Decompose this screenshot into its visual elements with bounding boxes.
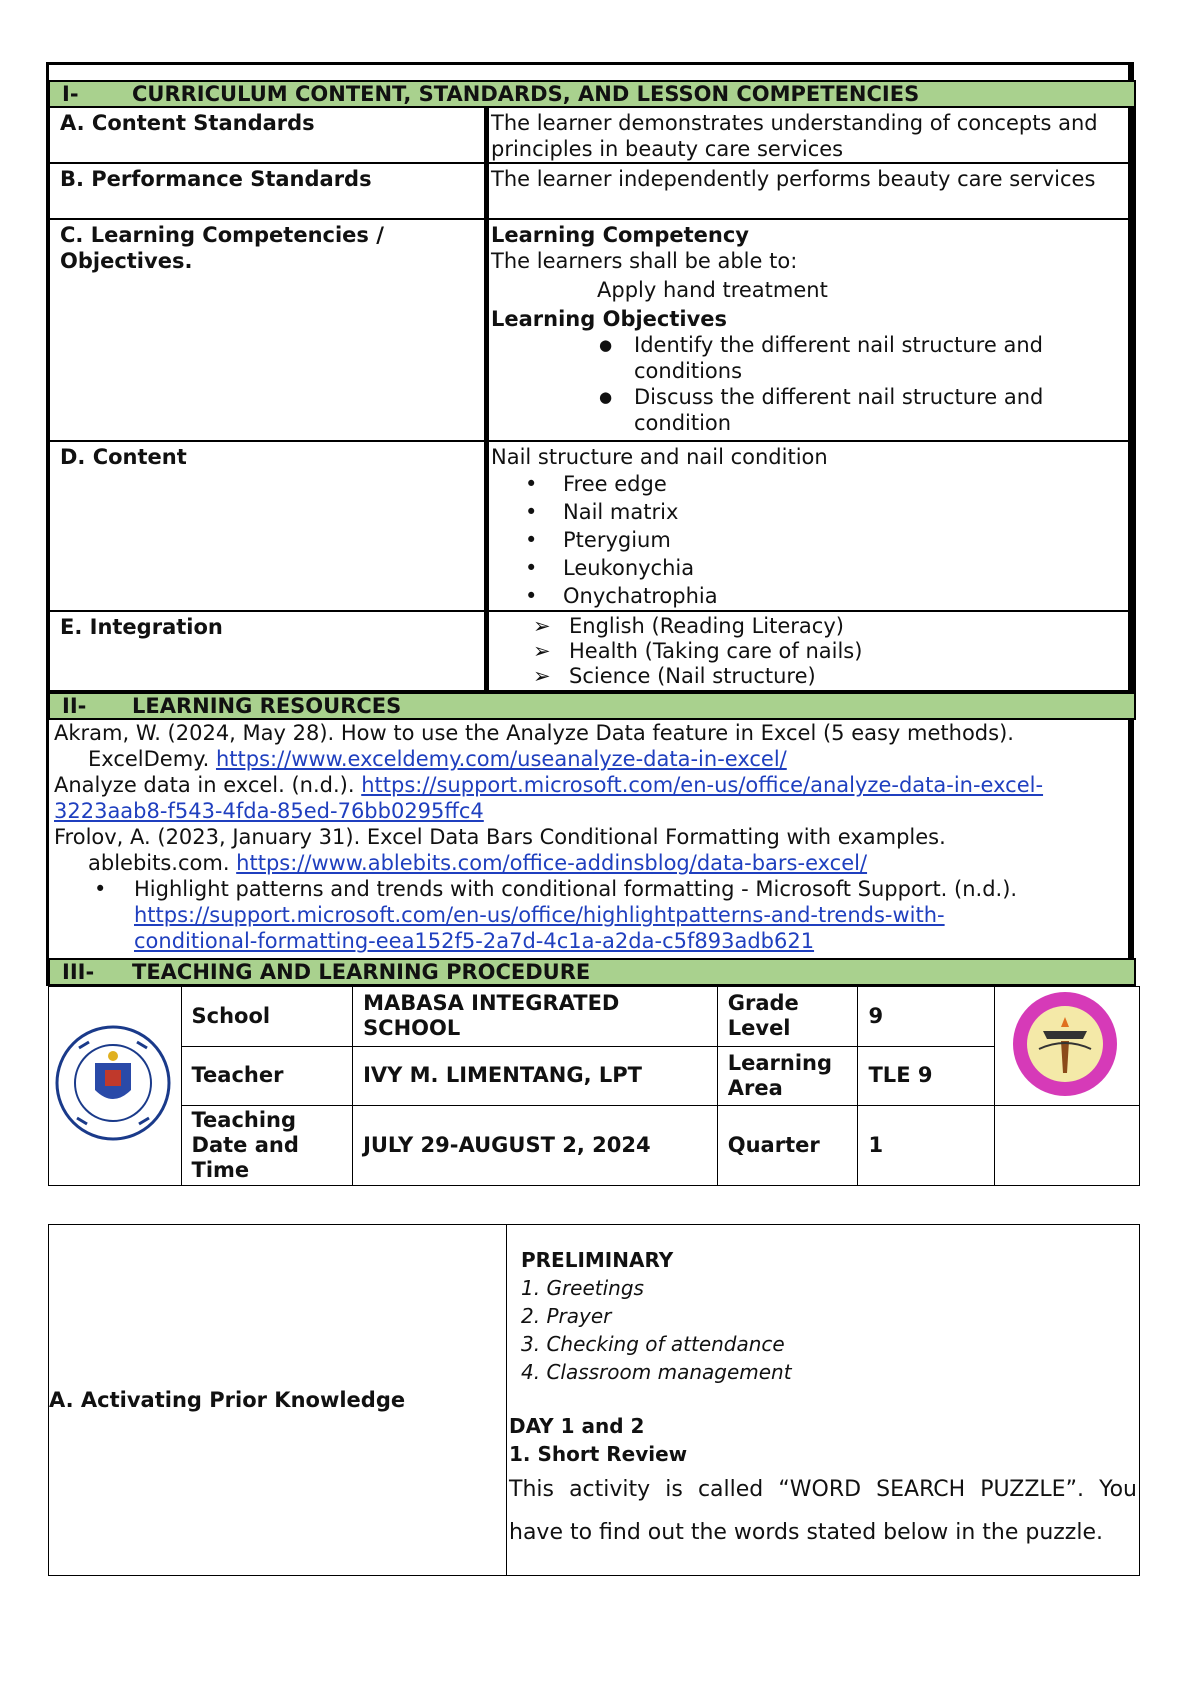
quarter-label: Quarter bbox=[717, 1106, 858, 1186]
table-row bbox=[49, 1046, 1140, 1106]
learning-competencies-label: C. Learning Competencies / Objectives. bbox=[49, 219, 487, 441]
list-item: ➢ Science (Nail structure) bbox=[491, 664, 1128, 689]
table-row bbox=[49, 441, 1135, 611]
objectives-heading: Learning Objectives bbox=[491, 307, 728, 331]
table-row bbox=[49, 1225, 1140, 1576]
table-row bbox=[49, 1106, 1140, 1186]
content-list bbox=[491, 470, 1128, 610]
list-item: 2. Prayer bbox=[521, 1304, 612, 1328]
deped-seal-icon bbox=[49, 1008, 177, 1158]
teaching-date-value: JULY 29-AUGUST 2, 2024 bbox=[353, 1106, 718, 1186]
empty-cell bbox=[995, 1106, 1140, 1186]
resource-entry-cont bbox=[54, 902, 1134, 928]
section-number: I- bbox=[62, 82, 79, 106]
resource-entry bbox=[54, 876, 1134, 902]
performance-standards-label: B. Performance Standards bbox=[49, 163, 487, 219]
resource-link[interactable]: conditional-formatting-eea152f5-2a7d-4c1a-a2da-c5f893adb621 bbox=[134, 929, 815, 953]
activity-description: This activity is called “WORD SEARCH PUZZLE”. You have to find out the words stated below in the puzzle. bbox=[509, 1477, 1137, 1545]
learning-area-value: TLE 9 bbox=[858, 1046, 995, 1106]
school-seal-icon bbox=[995, 987, 1135, 1099]
list-item: • Pterygium bbox=[491, 526, 1128, 554]
section-number: II- bbox=[62, 694, 87, 718]
table-row bbox=[49, 107, 1135, 163]
resource-entry-cont bbox=[54, 746, 1134, 772]
section-header-curriculum bbox=[48, 80, 1136, 108]
school-label: School bbox=[181, 987, 353, 1047]
integration-list bbox=[491, 614, 1128, 689]
integration-value bbox=[487, 611, 1136, 691]
list-item: 4. Classroom management bbox=[521, 1360, 792, 1384]
resource-entry-cont bbox=[54, 850, 1134, 876]
section-title: CURRICULUM CONTENT, STANDARDS, AND LESSON COMPETENCIES bbox=[132, 82, 920, 106]
activating-prior-knowledge-label: A. Activating Prior Knowledge bbox=[49, 1225, 507, 1576]
content-standards-label: A. Content Standards bbox=[49, 107, 487, 163]
section-title: LEARNING RESOURCES bbox=[132, 694, 402, 718]
teaching-date-label: Teaching Date and Time bbox=[181, 1106, 353, 1186]
teacher-value: IVY M. LIMENTANG, LPT bbox=[353, 1046, 718, 1106]
resource-entry-cont bbox=[54, 928, 1134, 954]
resource-link[interactable]: https://www.exceldemy.com/useanalyze-data-in-excel/ bbox=[215, 747, 787, 771]
resource-citation: Frolov, A. (2023, January 31). Excel Data Bars Conditional Formatting with examples. bbox=[54, 825, 946, 849]
section-header-procedure bbox=[48, 958, 1136, 986]
competency-heading: Learning Competency bbox=[491, 223, 749, 247]
list-item: 3. Checking of attendance bbox=[521, 1332, 785, 1356]
resource-site: ExcelDemy. bbox=[88, 747, 216, 771]
competency-item: Apply hand treatment bbox=[597, 278, 828, 302]
activating-prior-knowledge-value bbox=[507, 1225, 1140, 1576]
list-item: ➢ Health (Taking care of nails) bbox=[491, 639, 1128, 664]
content-label: D. Content bbox=[49, 441, 487, 611]
integration-label: E. Integration bbox=[49, 611, 487, 691]
procedure-table bbox=[48, 1224, 1140, 1576]
resources-list bbox=[54, 720, 1134, 954]
deped-logo-cell bbox=[49, 987, 182, 1186]
preliminary-heading: PRELIMINARY bbox=[521, 1248, 674, 1272]
resource-site: ablebits.com. bbox=[88, 851, 237, 875]
content-value bbox=[487, 441, 1136, 611]
content-intro: Nail structure and nail condition bbox=[491, 445, 828, 469]
resource-link[interactable]: https://www.ablebits.com/office-addinsblog/data-bars-excel/ bbox=[236, 851, 868, 875]
learning-area-label: Learning Area bbox=[717, 1046, 858, 1106]
list-item: • Onychatrophia bbox=[491, 582, 1128, 610]
grade-level-value: 9 bbox=[858, 987, 995, 1047]
resource-citation: Akram, W. (2024, May 28). How to use the Analyze Data feature in Excel (5 easy methods). bbox=[54, 721, 1014, 745]
resource-entry-cont bbox=[54, 798, 1134, 824]
curriculum-table bbox=[48, 106, 1136, 692]
table-row bbox=[49, 219, 1135, 441]
resource-link[interactable]: https://support.microsoft.com/en-us/office/analyze-data-in-excel- bbox=[361, 773, 1044, 797]
school-value: MABASA INTEGRATED SCHOOL bbox=[353, 987, 718, 1047]
resource-entry bbox=[54, 720, 1134, 746]
quarter-value: 1 bbox=[858, 1106, 995, 1186]
objectives-list bbox=[491, 332, 1128, 436]
school-logo-cell bbox=[995, 987, 1140, 1106]
list-item: ● Identify the different nail structure and conditions bbox=[491, 332, 1128, 384]
resource-entry bbox=[54, 772, 1134, 798]
school-info-table bbox=[48, 986, 1140, 1186]
table-row bbox=[49, 163, 1135, 219]
teacher-label: Teacher bbox=[181, 1046, 353, 1106]
section-title: TEACHING AND LEARNING PROCEDURE bbox=[132, 960, 591, 984]
resource-citation: Highlight patterns and trends with conditional formatting - Microsoft Support. (n.d.). bbox=[134, 877, 1018, 901]
grade-level-label: Grade Level bbox=[717, 987, 858, 1047]
learning-competencies-value bbox=[487, 219, 1136, 441]
list-item: • Free edge bbox=[491, 470, 1128, 498]
list-item: 1. Greetings bbox=[521, 1276, 644, 1300]
competency-intro: The learners shall be able to: bbox=[491, 249, 798, 273]
list-item: • Leukonychia bbox=[491, 554, 1128, 582]
content-standards-value: The learner demonstrates understanding of concepts and principles in beauty care services bbox=[487, 107, 1136, 163]
section-header-resources bbox=[48, 692, 1136, 720]
table-row bbox=[49, 987, 1140, 1047]
section-number: III- bbox=[62, 960, 95, 984]
day-heading: DAY 1 and 2 bbox=[509, 1414, 645, 1438]
resource-entry bbox=[54, 824, 1134, 850]
resource-citation: Analyze data in excel. (n.d.). bbox=[54, 773, 362, 797]
list-item: ● Discuss the different nail structure and condition bbox=[491, 384, 1128, 436]
resource-link[interactable]: https://support.microsoft.com/en-us/office/highlightpatterns-and-trends-with- bbox=[134, 903, 945, 927]
list-item: ➢ English (Reading Literacy) bbox=[491, 614, 1128, 639]
resource-link[interactable]: 3223aab8-f543-4fda-85ed-76bb0295ffc4 bbox=[54, 799, 484, 823]
performance-standards-value: The learner independently performs beauty care services bbox=[487, 163, 1136, 219]
short-review-heading: 1. Short Review bbox=[509, 1442, 688, 1466]
table-row bbox=[49, 611, 1135, 691]
list-item: • Nail matrix bbox=[491, 498, 1128, 526]
